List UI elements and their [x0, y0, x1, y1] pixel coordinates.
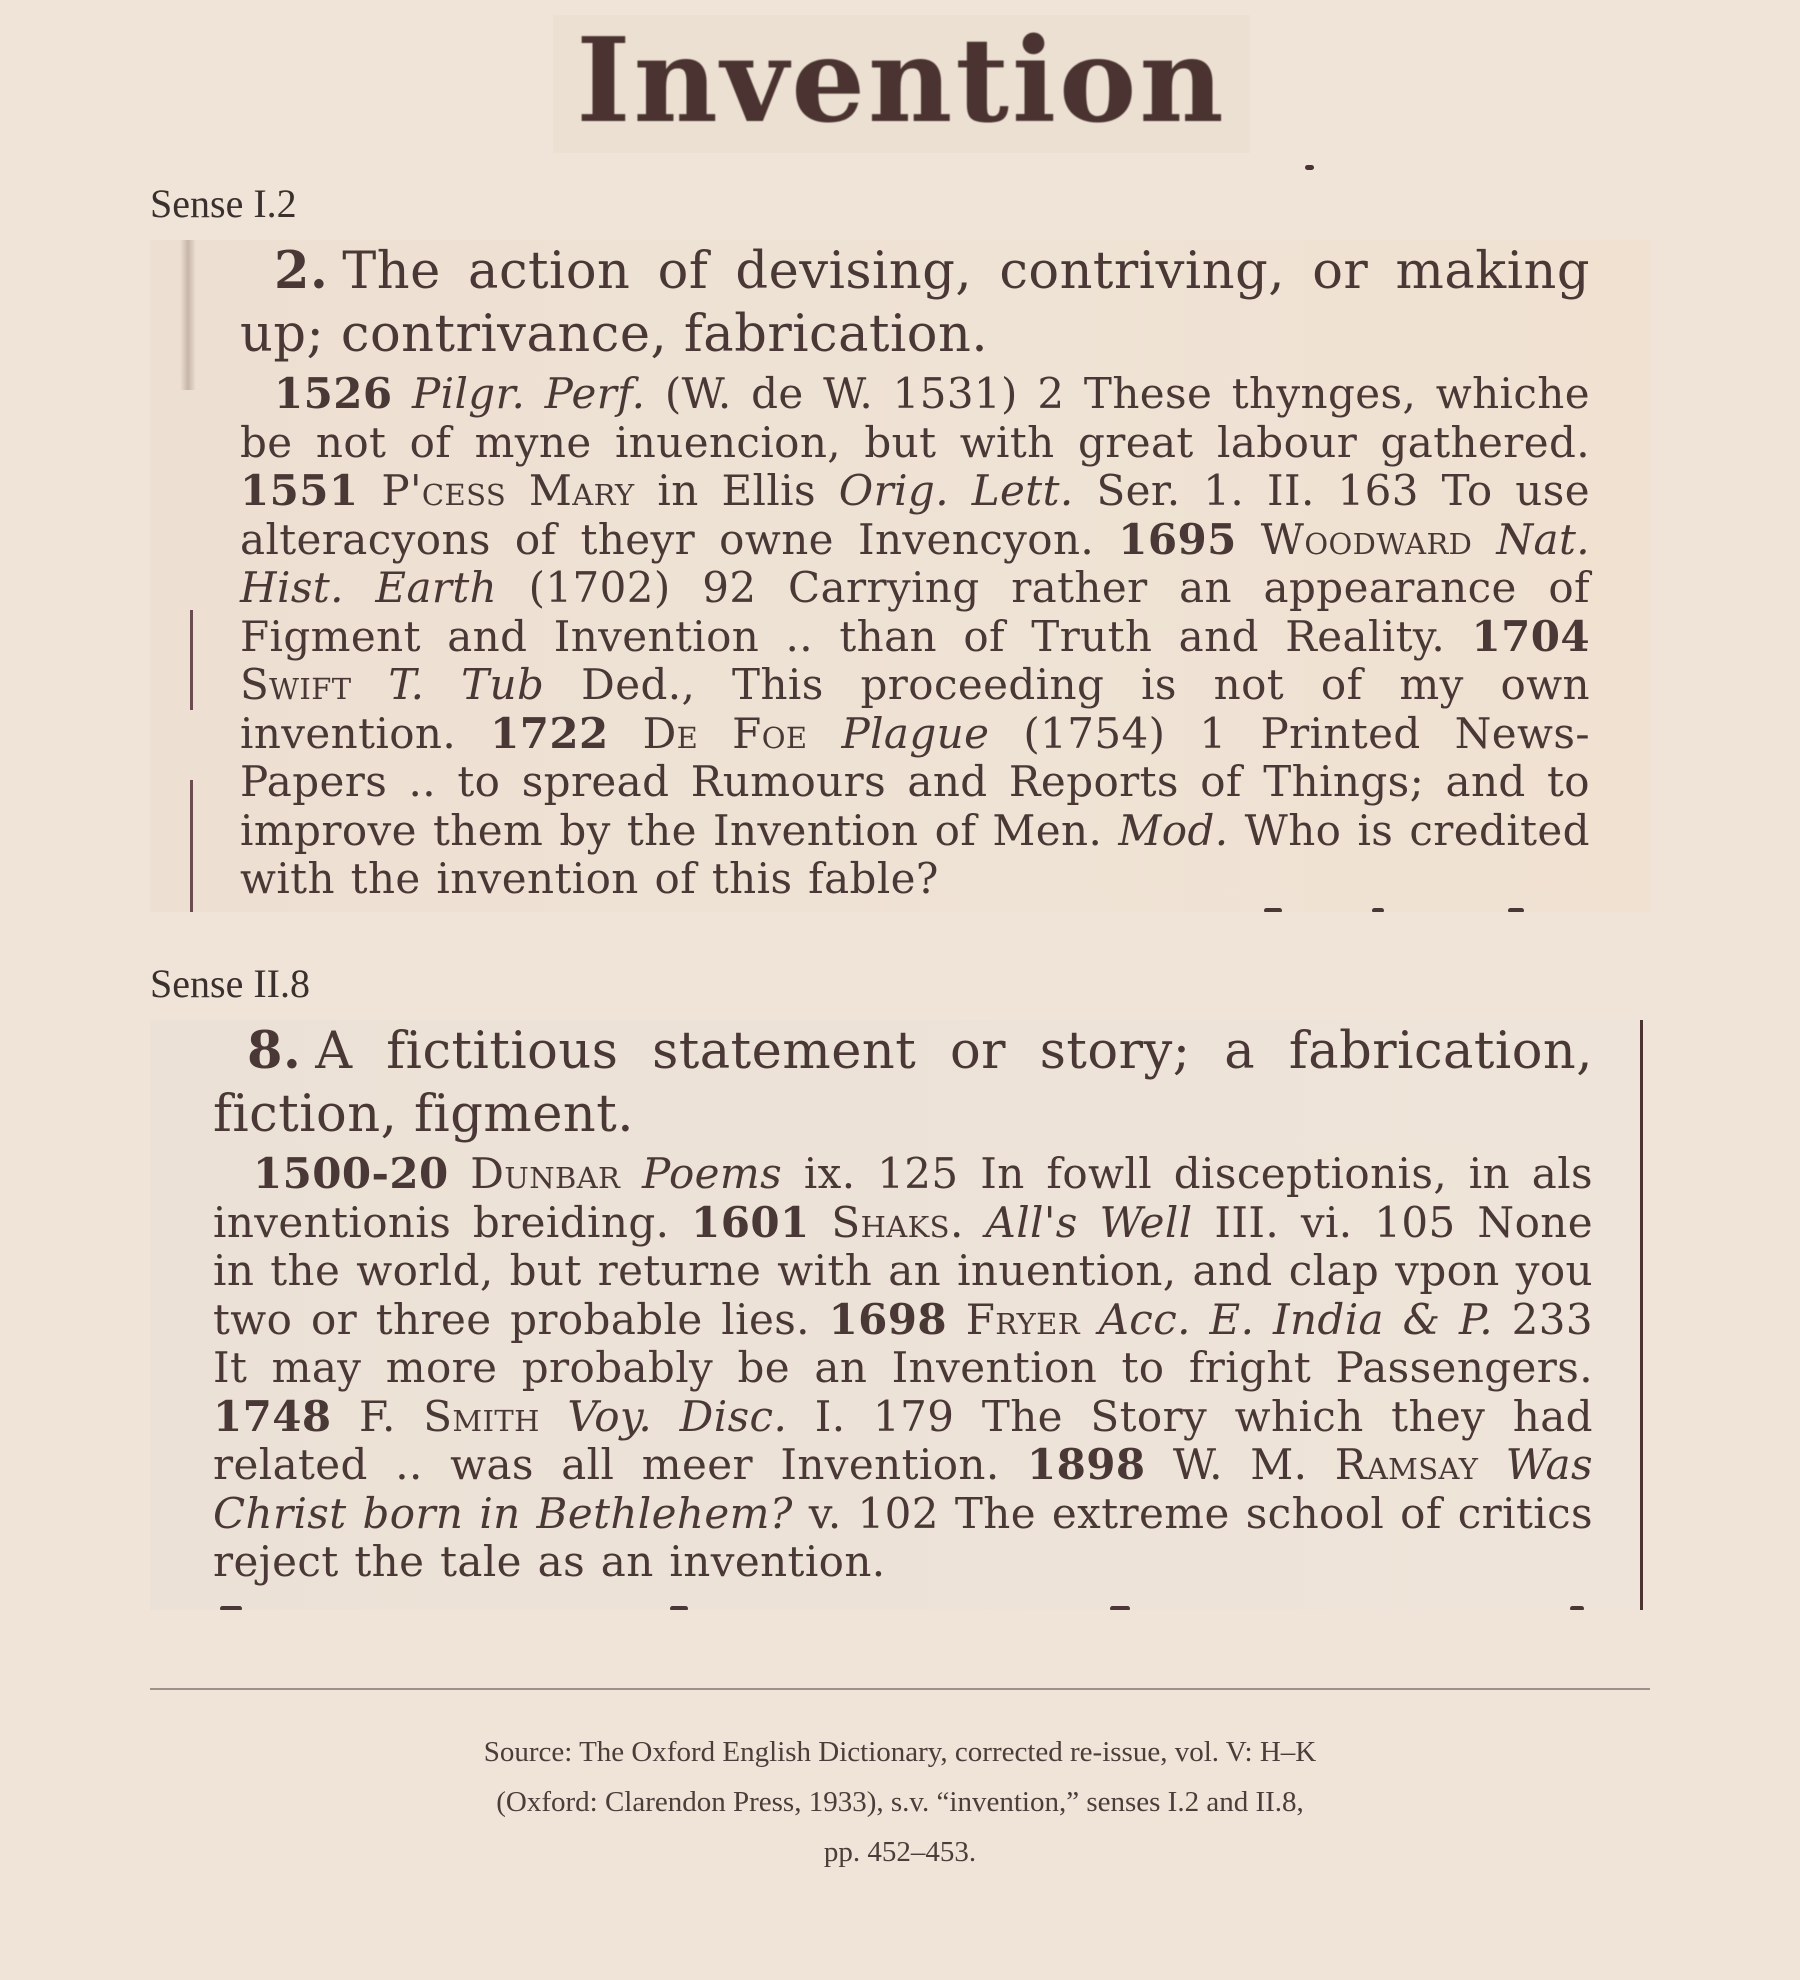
- quotation-author: Swift: [240, 660, 352, 709]
- quotation-author: W. M. Ramsay: [1172, 1440, 1479, 1489]
- source-citation: [150, 1727, 1650, 1877]
- quotation-text: (1702) 92 Carrying rather an appearance of Figment and Invention .. than of Truth and Reality.: [240, 563, 1590, 661]
- quotation-text: Who is credited with the invention of this fable?: [240, 805, 1590, 903]
- source-line: (Oxford: Clarendon Press, 1933), s.v. “invention,” senses I.2 and II.8,: [496, 1786, 1304, 1818]
- footer-divider: [150, 1688, 1650, 1690]
- scan-artifact: [1305, 165, 1314, 170]
- sense-entry: [240, 240, 1590, 904]
- quotation-title: Poems: [642, 1149, 783, 1198]
- quotation-year: 1748: [213, 1391, 332, 1441]
- scan-artifact: [220, 1606, 242, 1610]
- scan-artifact: [1264, 908, 1282, 912]
- quotation-year: 1601: [691, 1197, 810, 1247]
- quotation-title: T. Tub: [388, 660, 545, 709]
- definition-text: A fictitious statement or story; a fabrication, fiction, figment.: [213, 1022, 1593, 1144]
- quotation-prefix: in Ellis: [657, 466, 816, 515]
- scan-artifact: [1508, 908, 1524, 912]
- quotation-author: Dunbar: [470, 1149, 621, 1198]
- quotation-title: All's Well: [985, 1197, 1193, 1247]
- quotation-year: 1704: [1471, 611, 1590, 661]
- scan-margin-rule: [190, 780, 193, 912]
- quotation-author: Fryer: [965, 1294, 1080, 1344]
- quotation-title: Was Christ born in Bethlehem?: [213, 1440, 1593, 1538]
- definition: [240, 240, 1590, 366]
- definition: [213, 1020, 1593, 1146]
- quotation-year: 1551: [240, 466, 359, 515]
- sense-label-i2: Sense I.2: [150, 181, 297, 226]
- sense-label-ii8: Sense II.8: [150, 961, 310, 1006]
- quotation-year: 1722: [490, 708, 609, 758]
- quotation-year: 1698: [828, 1294, 948, 1344]
- quotation-text: (1754) 1 Printed News-Papers .. to spread Rumours and Reports of Things; and to improve them by the Invention of Men.: [240, 708, 1590, 855]
- quotation-year: 1695: [1118, 514, 1237, 564]
- quotation-title: Voy. Disc.: [567, 1391, 788, 1441]
- scan-artifact: [670, 1606, 688, 1610]
- headword-title: Invention: [576, 13, 1227, 149]
- quotation-text: (W. de W. 1531) 2 These thynges, whiche be not of myne inuencion, but with great labour gathered.: [240, 369, 1590, 467]
- sense-number: 8.: [247, 1021, 302, 1081]
- quotation-text: ix. 125 In fowll disceptionis, in als inventionis breiding.: [213, 1149, 1593, 1247]
- scan-artifact: [1570, 1606, 1584, 1610]
- quotation-title: Orig. Lett.: [838, 466, 1074, 515]
- quotation-year: 1898: [1027, 1440, 1146, 1489]
- scan-margin-rule: [1640, 1020, 1643, 1610]
- quotation-text: v. 102 The extreme school of critics reject the tale as an invention.: [213, 1488, 1593, 1586]
- quotation-title: Mod.: [1118, 805, 1229, 855]
- quotation-paragraph: [240, 370, 1590, 904]
- sense-scan-ii8: [150, 1020, 1650, 1610]
- quotation-author: P'cess Mary: [381, 466, 635, 515]
- quotation-year: 1500-20: [253, 1149, 449, 1198]
- sense-number: 2.: [274, 241, 329, 301]
- quotation-text: 233 It may more probably be an Invention to fright Passengers.: [213, 1294, 1593, 1392]
- headword-banner: [553, 15, 1250, 153]
- quotation-title: Pilgr. Perf.: [411, 369, 646, 418]
- sense-scan-i2: [150, 240, 1650, 912]
- source-line: pp. 452–453.: [823, 1836, 977, 1868]
- quotation-text: III. vi. 105 None in the world, but returne with an inuention, and clap vpon you two or three probable lies.: [213, 1197, 1593, 1344]
- scan-fold-shadow: [180, 240, 196, 390]
- quotation-paragraph: [213, 1150, 1593, 1587]
- quotation-author: F. Smith: [359, 1391, 540, 1441]
- quotation-title: Plague: [841, 708, 990, 758]
- scan-margin-rule: [190, 610, 193, 710]
- quotation-author: Shaks.: [831, 1197, 964, 1247]
- scan-artifact: [1110, 1606, 1130, 1610]
- quotation-author: Woodward: [1260, 514, 1473, 564]
- quotation-year: 1526: [274, 369, 393, 418]
- quotation-text: Ser. 1. II. 163 To use alteracyons of theyr owne Invencyon.: [240, 466, 1590, 564]
- quotation-author: De Foe: [642, 708, 808, 758]
- source-line: Source: The Oxford English Dictionary, corrected re-issue, vol. V: H–K: [483, 1736, 1317, 1768]
- quotation-text: Ded., This proceeding is not of my own invention.: [240, 660, 1590, 758]
- scan-artifact: [1372, 908, 1384, 912]
- quotation-text: I. 179 The Story which they had related .. was all meer Invention.: [213, 1391, 1593, 1489]
- quotation-title: Acc. E. India & P.: [1098, 1294, 1493, 1344]
- definition-text: The action of devising, contriving, or making up; contrivance, fabrication.: [240, 242, 1590, 364]
- sense-entry: [213, 1020, 1593, 1587]
- quotation-title: Nat. Hist. Earth: [240, 514, 1590, 612]
